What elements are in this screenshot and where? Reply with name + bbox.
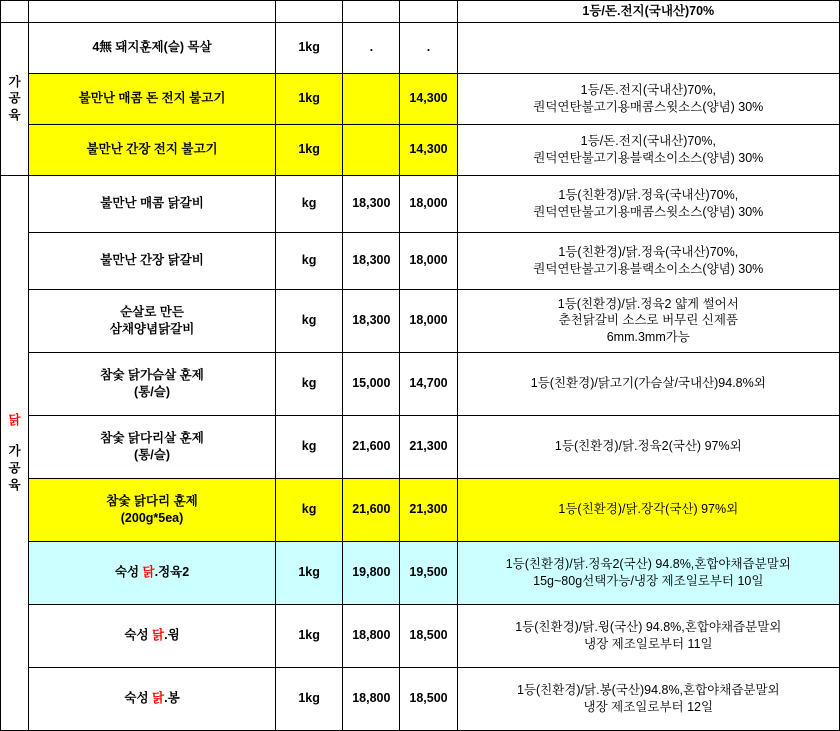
price-1: 21,600 [343,415,400,478]
product-name-highlight: 닭 [152,628,165,643]
unit: kg [275,289,342,352]
table-row [1,415,840,478]
price-1: 18,800 [343,667,400,730]
price-1: 18,300 [343,289,400,352]
product-name: 불만난 매콤 닭갈비 [29,175,276,232]
category-cell-partial [1,1,29,23]
product-name-line: (통/슬) [134,384,170,399]
description-line: 춘천닭갈비 소스로 버무린 신제품 [558,313,739,328]
description-line: 15g~80g선택가능/냉장 제조일로부터 10일 [533,573,764,588]
table-row [1,124,840,175]
table-row [1,541,840,604]
product-name: 4無 돼지훈제(슬) 목살 [29,22,276,73]
description-line: 1등(친환경)/닭.정육(국내산)70%, [558,245,739,259]
product-name-line: 참숯 닭다리살 훈제 [100,431,204,445]
category-label-chicken: 닭 [8,413,21,428]
table-row [1,478,840,541]
description [457,175,839,232]
description-line: 퀀덕연탄불고기용매콤스윗소스(양념) 30% [533,99,764,114]
product-name [29,352,276,415]
product-name-highlight: 닭 [152,691,165,706]
product-name [29,667,276,730]
price-1 [343,73,400,124]
price-1 [343,124,400,175]
product-name [29,478,276,541]
table-row [1,175,840,232]
product-name-suffix: .봉 [164,691,180,706]
product-name-prefix: 숙성 [124,628,153,643]
description [457,667,839,730]
unit: 1kg [275,22,342,73]
product-name-line: 참숯 닭다리 훈제 [106,494,198,508]
price-2: 21,300 [400,415,457,478]
unit: kg [275,232,342,289]
description [457,604,839,667]
unit: kg [275,415,342,478]
description: 1등(친환경)/닭.장각(국산) 97%외 [457,478,839,541]
description-line: 1등/돈.전지(국내산)70%, [580,134,716,148]
price2-cell-partial [400,1,457,23]
description: 1등(친환경)/닭.정육2(국산) 97%외 [457,415,839,478]
price-2: 14,300 [400,124,457,175]
price-1: 21,600 [343,478,400,541]
price-1: 18,300 [343,232,400,289]
table-row [1,1,840,23]
description [457,73,839,124]
product-name [29,604,276,667]
price-2: 21,300 [400,478,457,541]
description [457,289,839,352]
product-name [29,415,276,478]
price-2: 14,300 [400,73,457,124]
description-line: 1등(친환경)/닭.정육(국내산)70%, [558,188,739,202]
price-2: . [400,22,457,73]
product-name-line: (통/슬) [134,447,170,462]
unit: kg [275,352,342,415]
product-name-line: 삼채양념닭갈비 [109,321,195,336]
unit: 1kg [275,604,342,667]
product-name-suffix: .정육2 [154,565,190,580]
product-name-highlight: 닭 [142,565,155,580]
description-line: 퀀덕연탄불고기용블랙소이소스(양념) 30% [533,261,764,276]
unit: kg [275,478,342,541]
price-2: 18,500 [400,667,457,730]
description-line: 1등(친환경)/닭.윙(국산) 94.8%,혼합야채즙분말외 [515,620,782,634]
price-2: 18,500 [400,604,457,667]
description-line: 1등(친환경)/닭.봉(국산)94.8%,혼합야채즙분말외 [516,683,780,697]
description [457,124,839,175]
description-line: 1등(친환경)/닭.정육2(국산) 94.8%,혼합야채즙분말외 [505,557,791,571]
name-cell-partial [29,1,276,23]
price-1: 15,000 [343,352,400,415]
price-2: 19,500 [400,541,457,604]
table-row [1,667,840,730]
product-name: 불만난 간장 전지 불고기 [29,124,276,175]
product-name-prefix: 숙성 [124,691,153,706]
desc-cell-partial: 1등/돈.전지(국내산)70% [457,1,839,23]
price-1: . [343,22,400,73]
price-2: 18,000 [400,289,457,352]
description-line: 냉장 제조일로부터 12일 [583,699,714,714]
unit-cell-partial [275,1,342,23]
description-line: 6mm.3mm가능 [606,330,690,345]
product-name: 불만난 매콤 돈 전지 불고기 [29,73,276,124]
description-line: 냉장 제조일로부터 11일 [584,636,713,651]
category-cell-chicken: 닭 가 공 육 [1,175,29,730]
description-line: 퀀덕연탄불고기용매콤스윗소스(양념) 30% [533,204,764,219]
product-name-line: 순살로 만든 [120,305,184,319]
product-name-line: (200g*5ea) [120,510,184,525]
description [457,22,839,73]
price-1: 18,300 [343,175,400,232]
product-name [29,541,276,604]
description-line: 1등/돈.전지(국내산)70%, [580,83,716,97]
product-name: 불만난 간장 닭갈비 [29,232,276,289]
description-line: 퀀덕연탄불고기용블랙소이소스(양념) 30% [533,150,764,165]
description [457,232,839,289]
description [457,541,839,604]
price-1: 19,800 [343,541,400,604]
table-row [1,352,840,415]
table-row [1,604,840,667]
price-2: 14,700 [400,352,457,415]
table-row [1,22,840,73]
category-cell-pork: 가 공 육 [1,22,29,175]
product-name [29,289,276,352]
unit: 1kg [275,667,342,730]
product-name-suffix: .윙 [164,628,180,643]
description: 1등(친환경)/닭고기(가슴살/국내산)94.8%외 [457,352,839,415]
table-row [1,289,840,352]
unit: kg [275,175,342,232]
price1-cell-partial [343,1,400,23]
price-2: 18,000 [400,232,457,289]
table-row [1,73,840,124]
product-name-prefix: 숙성 [114,565,143,580]
unit: 1kg [275,124,342,175]
price-2: 18,000 [400,175,457,232]
description-line: 1등(친환경)/닭.정육2 얇게 썰어서 [557,296,739,311]
table-row [1,232,840,289]
price-1: 18,800 [343,604,400,667]
product-name-line: 참숯 닭가슴살 훈제 [100,368,204,382]
unit: 1kg [275,541,342,604]
unit: 1kg [275,73,342,124]
